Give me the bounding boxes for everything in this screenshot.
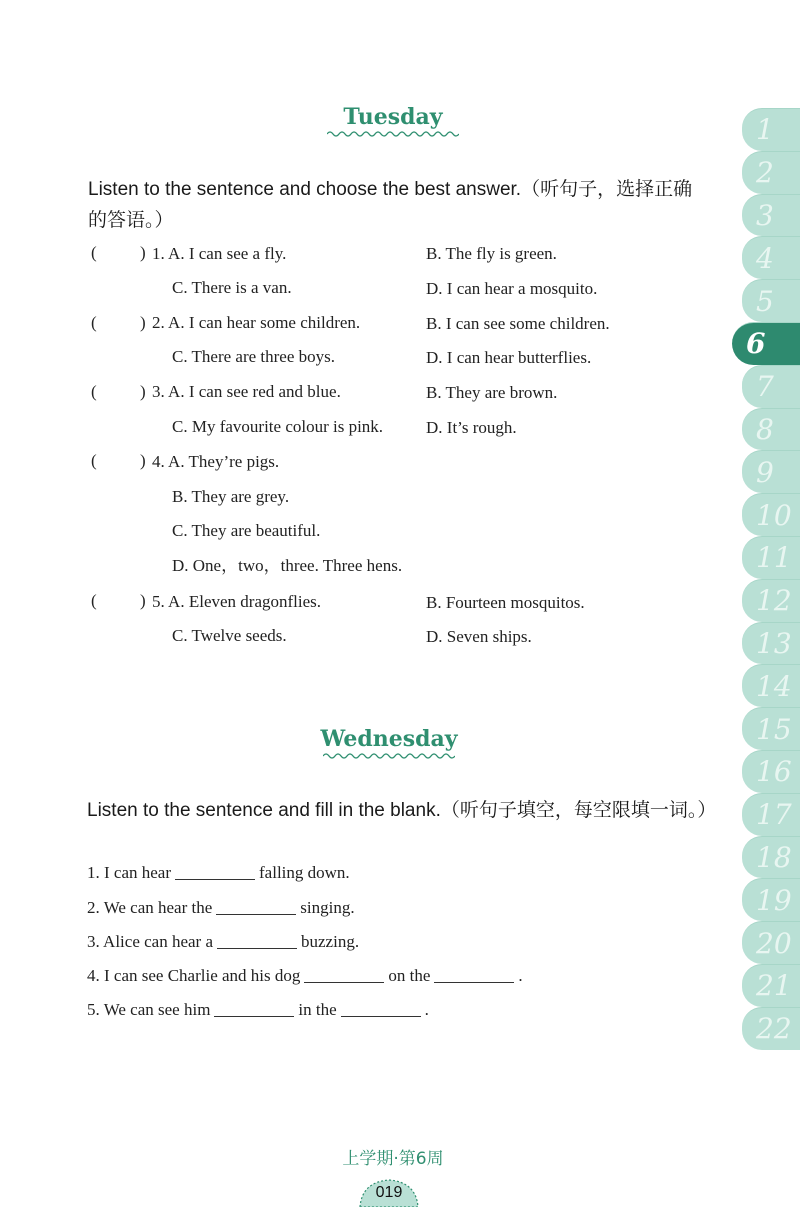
fill-item-2 bbox=[87, 897, 355, 919]
week-tab-13[interactable]: 13 bbox=[742, 622, 800, 665]
week-tab-21[interactable]: 21 bbox=[742, 964, 800, 1007]
fill-text: falling down. bbox=[259, 863, 350, 882]
q2-option-d: D. I can hear butterflies. bbox=[426, 348, 592, 367]
week-tab-10[interactable]: 10 bbox=[742, 493, 800, 536]
fill-text: 5. We can see him bbox=[87, 1000, 211, 1019]
q3-option-a: 3. A. I can see red and blue. bbox=[152, 382, 341, 401]
page-number: 019 bbox=[375, 1184, 403, 1201]
answer-paren-close: ) bbox=[140, 313, 146, 332]
fill-item-4 bbox=[87, 965, 523, 987]
week-tab-16[interactable]: 16 bbox=[742, 750, 800, 793]
answer-paren-open: ( bbox=[91, 451, 97, 470]
q2-option-b: B. I can see some children. bbox=[426, 314, 610, 333]
week-tab-14[interactable]: 14 bbox=[742, 664, 800, 707]
answer-blank[interactable] bbox=[175, 863, 255, 880]
week-tab-3[interactable]: 3 bbox=[742, 194, 800, 237]
q4-option-d: D. One，two，three. Three hens. bbox=[172, 556, 403, 575]
answer-paren-close: ) bbox=[140, 243, 146, 262]
answer-blank[interactable] bbox=[304, 966, 384, 983]
fill-text: . bbox=[518, 966, 523, 985]
answer-paren-close: ) bbox=[140, 382, 146, 401]
week-tab-18[interactable]: 18 bbox=[742, 836, 800, 879]
week-tab-6-active[interactable]: 6 bbox=[732, 322, 800, 365]
week-tab-20[interactable]: 20 bbox=[742, 921, 800, 964]
page-number-badge bbox=[358, 1176, 420, 1207]
fill-item-1 bbox=[87, 862, 350, 884]
q5-option-a: 5. A. Eleven dragonflies. bbox=[152, 592, 322, 611]
week-tab-5[interactable]: 5 bbox=[742, 279, 800, 322]
answer-paren-open: ( bbox=[91, 243, 97, 262]
fill-text: 4. I can see Charlie and his dog bbox=[87, 966, 301, 985]
week-tab-9[interactable]: 9 bbox=[742, 450, 800, 493]
answer-blank[interactable] bbox=[434, 966, 514, 983]
q1-option-b: B. The fly is green. bbox=[426, 244, 557, 263]
tuesday-title: Tuesday bbox=[343, 104, 443, 130]
q4-option-c: C. They are beautiful. bbox=[172, 521, 321, 540]
week-tab-15[interactable]: 15 bbox=[742, 707, 800, 750]
fill-text: 1. I can hear bbox=[87, 863, 172, 882]
week-tab-12[interactable]: 12 bbox=[742, 579, 800, 622]
fill-text: 3. Alice can hear a bbox=[87, 932, 214, 951]
q4-option-a: 4. A. They’re pigs. bbox=[152, 452, 280, 471]
q3-option-c: C. My favourite colour is pink. bbox=[172, 417, 384, 436]
fill-text: buzzing. bbox=[301, 932, 360, 951]
q5-option-c: C. Twelve seeds. bbox=[172, 626, 287, 645]
q5-option-d: D. Seven ships. bbox=[426, 627, 532, 646]
q2-option-c: C. There are three boys. bbox=[172, 347, 336, 366]
answer-paren-close: ) bbox=[140, 591, 146, 610]
week-tab-7[interactable]: 7 bbox=[742, 365, 800, 408]
wavy-underline-icon bbox=[323, 752, 455, 760]
fill-text: in the bbox=[298, 1000, 337, 1019]
week-tab-4[interactable]: 4 bbox=[742, 236, 800, 279]
wednesday-heading bbox=[0, 726, 782, 760]
week-tab-11[interactable]: 11 bbox=[742, 536, 800, 579]
week-tab-17[interactable]: 17 bbox=[742, 793, 800, 836]
footer-week-label: 上学期·第6周 bbox=[342, 1149, 444, 1169]
answer-paren-open: ( bbox=[91, 591, 97, 610]
q1-option-c: C. There is a van. bbox=[172, 278, 292, 297]
answer-paren-open: ( bbox=[91, 313, 97, 332]
answer-blank[interactable] bbox=[217, 932, 297, 949]
wednesday-title: Wednesday bbox=[320, 726, 458, 752]
week-tab-19[interactable]: 19 bbox=[742, 878, 800, 921]
q4-option-b: B. They are grey. bbox=[172, 487, 290, 506]
q3-option-b: B. They are brown. bbox=[426, 383, 558, 402]
fill-text: singing. bbox=[300, 898, 355, 917]
fill-text: on the bbox=[388, 966, 431, 985]
q1-option-a: 1. A. I can see a fly. bbox=[152, 244, 287, 263]
tuesday-instruction: Listen to the sentence and choose the best answer.（听句子，选择正确的答语。） bbox=[88, 179, 693, 231]
week-tab-2[interactable]: 2 bbox=[742, 151, 800, 194]
answer-blank[interactable] bbox=[341, 1000, 421, 1017]
wavy-underline-icon bbox=[327, 130, 459, 138]
week-tab-22[interactable]: 22 bbox=[742, 1007, 800, 1050]
week-tab-1[interactable]: 1 bbox=[742, 108, 800, 151]
fill-text: 2. We can hear the bbox=[87, 898, 213, 917]
week-tab-8[interactable]: 8 bbox=[742, 408, 800, 451]
week-tabs bbox=[742, 108, 800, 1050]
fill-item-3 bbox=[87, 931, 359, 953]
answer-blank[interactable] bbox=[216, 898, 296, 915]
q3-option-d: D. It’s rough. bbox=[426, 418, 517, 437]
answer-paren-close: ) bbox=[140, 451, 146, 470]
fill-item-5 bbox=[87, 999, 429, 1021]
answer-blank[interactable] bbox=[214, 1000, 294, 1017]
tuesday-heading bbox=[0, 104, 786, 138]
q2-option-a: 2. A. I can hear some children. bbox=[152, 313, 361, 332]
answer-paren-open: ( bbox=[91, 382, 97, 401]
q1-option-d: D. I can hear a mosquito. bbox=[426, 279, 598, 298]
wednesday-instruction: Listen to the sentence and fill in the blank.（听句子填空，每空限填一词。） bbox=[87, 800, 717, 821]
q5-option-b: B. Fourteen mosquitos. bbox=[426, 593, 585, 612]
fill-text: . bbox=[424, 1000, 429, 1019]
